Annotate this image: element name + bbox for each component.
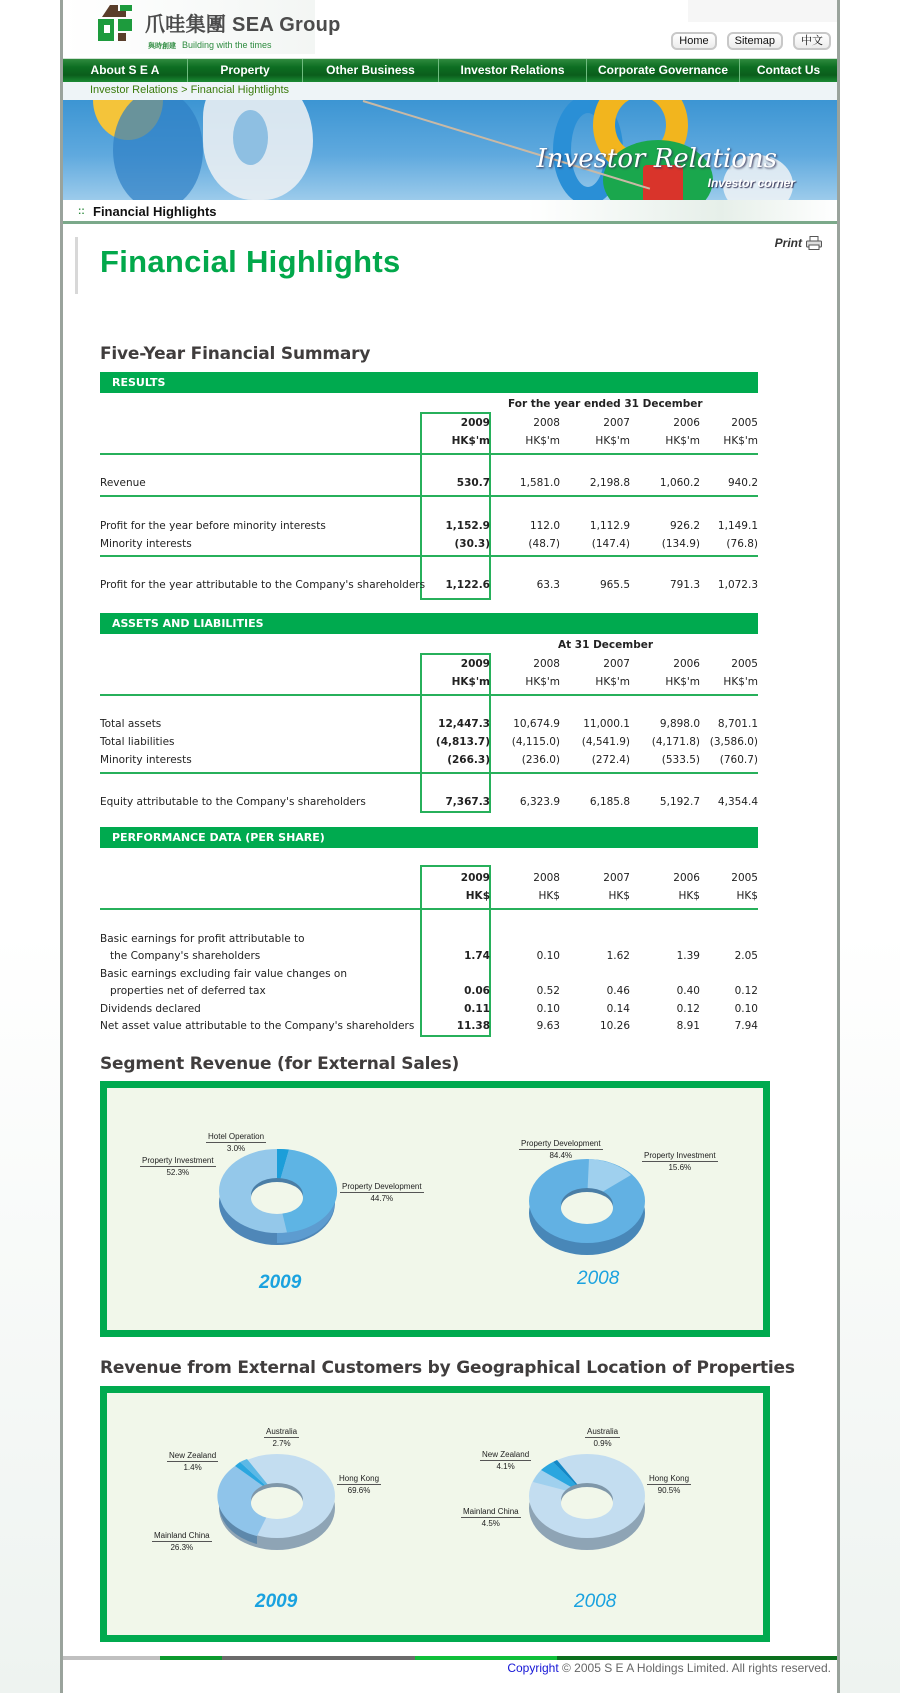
label-mainland-china: Mainland China 26.3% [154, 1531, 210, 1552]
year-label-2009: 2009 [259, 1272, 302, 1293]
nav-item-contact-us[interactable]: Contact Us [756, 63, 821, 77]
footer-bar [63, 1656, 837, 1660]
label-property-development: Property Development 84.4% [521, 1139, 601, 1160]
year-header-row: 2009 2008 2007 2006 2005 [460, 872, 758, 884]
label-hong-kong: Hong Kong 90.5% [649, 1474, 690, 1495]
table-row: Minority interests (30.3) (48.7) (147.4) (134.9) (76.8) [100, 538, 758, 550]
segment-donut-2008 [527, 1153, 657, 1268]
banner-subtitle: Investor corner [707, 176, 795, 190]
logo-tagline: 與時創建 Building with the times [148, 40, 272, 50]
assets-band: ASSETS AND LIABILITIES [100, 613, 758, 634]
print-button[interactable]: Print [775, 236, 822, 250]
label-property-investment: Property Investment 15.6% [644, 1151, 716, 1172]
label-new-zealand: New Zealand 1.4% [169, 1451, 217, 1472]
nav-item-about[interactable]: About S E A [63, 59, 188, 82]
unit-header-row: HK$'m HK$'m HK$'m HK$'m HK$'m [451, 435, 758, 447]
section-header [63, 200, 837, 224]
breadcrumb-financial-highlights[interactable]: Financial Hightlights [190, 84, 290, 96]
performance-table [100, 853, 758, 1038]
label-property-investment: Property Investment 52.3% [142, 1156, 214, 1177]
sitemap-button[interactable]: Sitemap [727, 32, 783, 50]
label-australia: Australia 2.7% [266, 1427, 298, 1448]
nav-item-investor-relations[interactable]: Investor Relations [439, 59, 587, 82]
page-container [60, 0, 840, 1693]
breadcrumb-investor-relations[interactable]: Investor Relations [90, 84, 179, 96]
banner-title: Investor Relations [536, 144, 777, 174]
segment-revenue-heading: Segment Revenue (for External Sales) [100, 1054, 460, 1074]
year-header-row: 2009 2008 2007 2006 2005 [460, 658, 758, 670]
table-row: Profit for the year attributable to the Company's shareholders 1,122.6 63.3 965.5 791.3 1,072.3 [100, 579, 758, 591]
label-hong-kong: Hong Kong 69.6% [339, 1474, 380, 1495]
table-row: the Company's shareholders 1.74 0.10 1.62 1.39 2.05 [110, 950, 758, 962]
table-row: Minority interests (266.3) (236.0) (272.4) (533.5) (760.7) [100, 754, 758, 766]
geo-revenue-heading: Revenue from External Customers by Geographical Location of Properties [100, 1358, 795, 1378]
section-label: Financial Highlights [93, 204, 217, 219]
utility-buttons [671, 32, 831, 50]
table-row: properties net of deferred tax 0.06 0.52 0.46 0.40 0.12 [110, 985, 758, 997]
performance-band: PERFORMANCE DATA (PER SHARE) [100, 827, 758, 848]
unit-header-row: HK$'m HK$'m HK$'m HK$'m HK$'m [451, 676, 758, 688]
table-row: Profit for the year before minority interests 1,152.9 112.0 1,112.9 926.2 1,149.1 [100, 520, 758, 532]
copyright-link[interactable]: Copyright [507, 1661, 559, 1675]
breadcrumb-separator: > [181, 84, 188, 96]
label-new-zealand: New Zealand 4.1% [482, 1450, 530, 1471]
year-label-2009: 2009 [255, 1591, 298, 1612]
table-row: Total assets 12,447.3 10,674.9 11,000.1 9,898.0 8,701.1 [100, 718, 758, 730]
geo-donut-2008 [527, 1448, 657, 1563]
page-title: Financial Highlights [100, 244, 401, 279]
table-row: Net asset value attributable to the Company's shareholders 11.38 9.63 10.26 8.91 7.94 [100, 1020, 758, 1032]
table-row: Basic earnings for profit attributable to [100, 933, 305, 945]
nav-item-corporate-governance[interactable]: Corporate Governance [587, 59, 740, 82]
main-nav [63, 58, 837, 82]
segment-donut-2009 [217, 1143, 347, 1258]
table-row: Basic earnings excluding fair value changes on [100, 968, 348, 980]
nav-item-property[interactable]: Property [188, 59, 303, 82]
bullet-dots-icon: :: [78, 206, 85, 217]
label-mainland-china: Mainland China 4.5% [463, 1507, 519, 1528]
label-hotel-operation: Hotel Operation 3.0% [208, 1132, 265, 1153]
banner-image [63, 100, 837, 200]
results-table: For the year ended 31 December 2009 2008 2007 2006 2005 HK$'m HK$'m HK$'m HK$'m HK$'m Revenue 530.7 1,581.0 2,198.8 1,060.2 940.2 Profit for the year before minority interests 1,152.9 112.0 1,112.9 926.2 1,149.1 Minority interests (30.3) (48.7) (147.4) (134.9) (76.8) Profit for the year attributable to the Company's shareholders 1,122.6 63.3 965.5 791.3 1,072.3 [100, 398, 758, 598]
logo-text: 爪哇集團 SEA Group [145, 14, 341, 36]
year-label-2008: 2008 [577, 1268, 620, 1289]
table-row: Equity attributable to the Company's shareholders 7,367.3 6,323.9 6,185.8 5,192.7 4,354.4 [100, 796, 758, 808]
title-rule [75, 237, 78, 294]
segment-chart-frame [100, 1081, 770, 1337]
unit-header-row: HK$ HK$ HK$ HK$ HK$ [465, 890, 758, 902]
header [63, 0, 837, 58]
assets-table: At 31 December 2009 2008 2007 2006 2005 HK$'m HK$'m HK$'m HK$'m HK$'m Total assets 12,447.3 10,674.9 11,000.1 9,898.0 8,701.1 Total liabilities (4,813.7) (4,115.0) (4,541.9) (4,171.8) (3,586.0) Minority interests (266.3) (236.0) (272.4) (533.5) (760.7) Equity attributable to the Company's shareholders 7,367.3 6,323.9 6,185.8 5,192.7 4,354.4 [100, 639, 758, 819]
breadcrumb [90, 84, 289, 96]
nav-item-other-business[interactable]: Other Business [303, 59, 439, 82]
printer-icon [806, 236, 822, 250]
label-property-development: Property Development 44.7% [342, 1182, 422, 1203]
logo[interactable] [63, 0, 341, 54]
five-year-summary-heading: Five-Year Financial Summary [100, 344, 371, 364]
year-header-row: 2009 2008 2007 2006 2005 [460, 417, 758, 429]
home-button[interactable]: Home [671, 32, 716, 50]
table-row: Total liabilities (4,813.7) (4,115.0) (4,541.9) (4,171.8) (3,586.0) [100, 736, 758, 748]
chinese-language-button[interactable]: 中文 [793, 32, 831, 50]
geo-donut-2009 [217, 1448, 347, 1563]
results-band: RESULTS [100, 372, 758, 393]
year-label-2008: 2008 [574, 1591, 617, 1612]
table-row: Dividends declared 0.11 0.10 0.14 0.12 0.10 [100, 1003, 758, 1015]
copyright: Copyright © 2005 S E A Holdings Limited. All rights reserved. [507, 1661, 831, 1675]
table-row: Revenue 530.7 1,581.0 2,198.8 1,060.2 940.2 [100, 477, 758, 489]
sea-logo-icon [96, 3, 136, 43]
geo-chart-frame [100, 1386, 770, 1642]
label-australia: Australia 0.9% [587, 1427, 619, 1448]
